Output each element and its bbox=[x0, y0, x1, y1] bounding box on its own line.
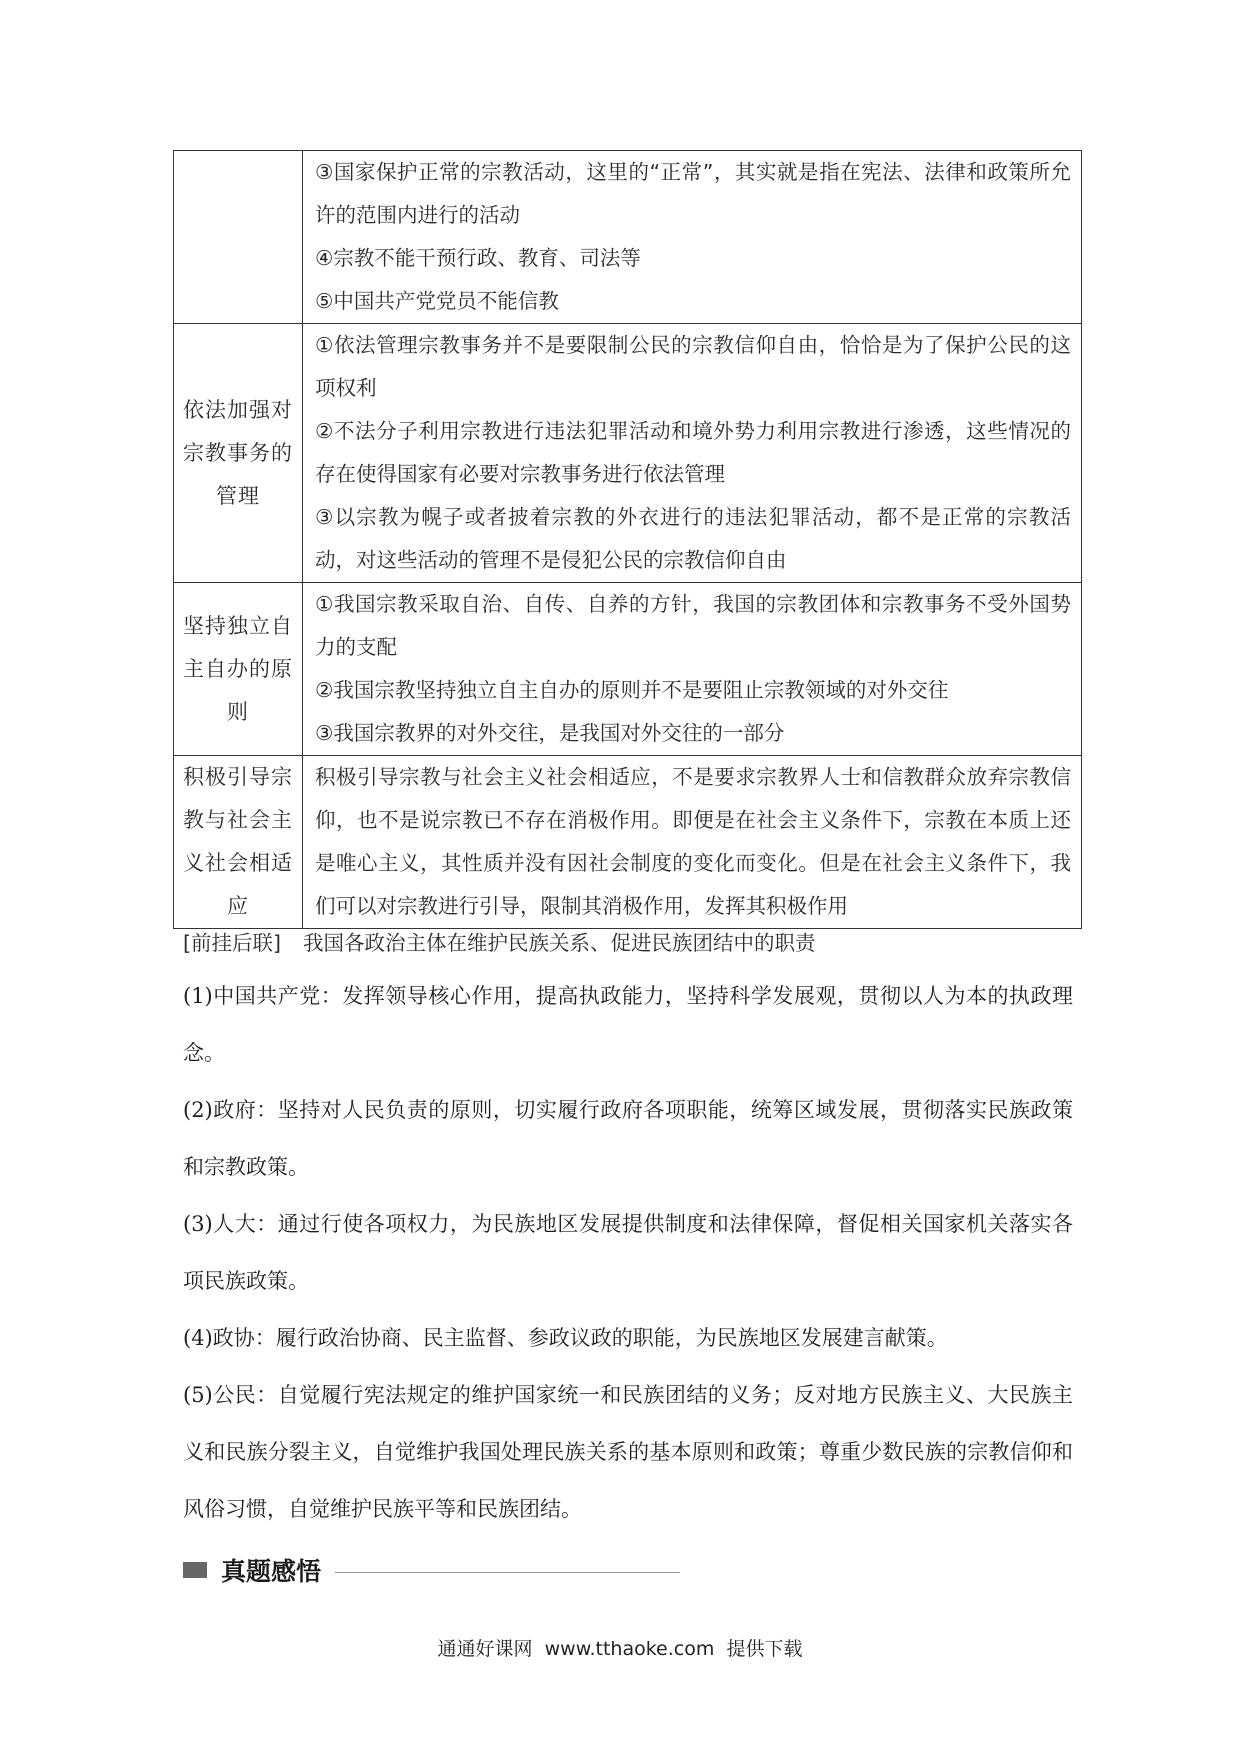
table-row bbox=[174, 324, 1082, 583]
duty-paragraph: (5)公民：自觉履行宪法规定的维护国家统一和民族团结的义务；反对地方民族主义、大民族主义和民族分裂主义，自觉维护我国处理民族关系的基本原则和政策；尊重少数民族的宗教信仰和风俗习惯，自觉维护民族平等和民族团结。 bbox=[183, 1383, 1073, 1521]
point-text: ③国家保护正常的宗教活动，这里的“正常”，其实就是指在宪法、法律和政策所允许的范围内进行的活动 bbox=[315, 160, 1071, 227]
table-row bbox=[174, 583, 1082, 756]
category-label: 积极引导宗教与社会主义社会相适应 bbox=[183, 765, 293, 918]
point-text: ⑤中国共产党党员不能信教 bbox=[315, 289, 559, 313]
category-label: 坚持独立自主自办的原则 bbox=[183, 613, 293, 724]
point-text: ②我国宗教坚持独立自主自办的原则并不是要阻止宗教领域的对外交往 bbox=[315, 678, 949, 702]
table-category-cell bbox=[174, 151, 303, 324]
point-text: 积极引导宗教与社会主义社会相适应，不是要求宗教界人士和信教群众放弃宗教信仰，也不是说宗教已不存在消极作用。即便是在社会主义条件下，宗教在本质上还是唯心主义，其性质并没有因社会制度的变化而变化。但是在社会主义条件下，我们可以对宗教进行引导，限制其消极作用，发挥其积极作用 bbox=[315, 765, 1071, 918]
table-category-cell bbox=[174, 583, 303, 756]
section-rule bbox=[335, 1572, 680, 1573]
table-row bbox=[174, 756, 1082, 929]
duty-paragraph: (3)人大：通过行使各项权力，为民族地区发展提供制度和法律保障，督促相关国家机关落实各项民族政策。 bbox=[183, 1212, 1073, 1293]
table-points-cell bbox=[303, 583, 1082, 756]
table-row bbox=[174, 151, 1082, 324]
footer-text: 通通好课网 www.tthaoke.com 提供下载 bbox=[437, 1638, 803, 1660]
table-points-cell bbox=[303, 324, 1082, 583]
section-title: 真题感悟 bbox=[221, 1557, 322, 1586]
link-note bbox=[183, 928, 816, 958]
table-category-cell bbox=[174, 756, 303, 929]
link-tag: [前挂后联] bbox=[183, 931, 281, 955]
point-text: ③我国宗教界的对外交往，是我国对外交往的一部分 bbox=[315, 721, 785, 745]
point-text: ④宗教不能干预行政、教育、司法等 bbox=[315, 246, 641, 270]
section-marker-icon bbox=[183, 1562, 207, 1578]
duty-paragraph: (1)中国共产党：发挥领导核心作用，提高执政能力，坚持科学发展观，贯彻以人为本的执政理念。 bbox=[183, 984, 1073, 1065]
knowledge-table bbox=[173, 150, 1082, 929]
table-points-cell bbox=[303, 756, 1082, 929]
point-text: ③以宗教为幌子或者披着宗教的外衣进行的违法犯罪活动，都不是正常的宗教活动，对这些活动的管理不是侵犯公民的宗教信仰自由 bbox=[315, 505, 1071, 572]
table-category-cell bbox=[174, 324, 303, 583]
point-text: ①我国宗教采取自治、自传、自养的方针，我国的宗教团体和宗教事务不受外国势力的支配 bbox=[315, 592, 1071, 659]
link-text: 我国各政治主体在维护民族关系、促进民族团结中的职责 bbox=[303, 931, 816, 955]
table-points-cell bbox=[303, 151, 1082, 324]
section-heading bbox=[183, 1553, 680, 1587]
duty-list bbox=[183, 968, 1073, 1538]
duty-paragraph: (4)政协：履行政治协商、民主监督、参政议政的职能，为民族地区发展建言献策。 bbox=[183, 1326, 948, 1350]
duty-paragraph: (2)政府：坚持对人民负责的原则，切实履行政府各项职能，统筹区域发展，贯彻落实民族政策和宗教政策。 bbox=[183, 1098, 1073, 1179]
point-text: ②不法分子利用宗教进行违法犯罪活动和境外势力利用宗教进行渗透，这些情况的存在使得国家有必要对宗教事务进行依法管理 bbox=[315, 419, 1071, 486]
point-text: ①依法管理宗教事务并不是要限制公民的宗教信仰自由，恰恰是为了保护公民的这项权利 bbox=[315, 333, 1071, 400]
category-label: 依法加强对宗教事务的管理 bbox=[183, 397, 293, 508]
